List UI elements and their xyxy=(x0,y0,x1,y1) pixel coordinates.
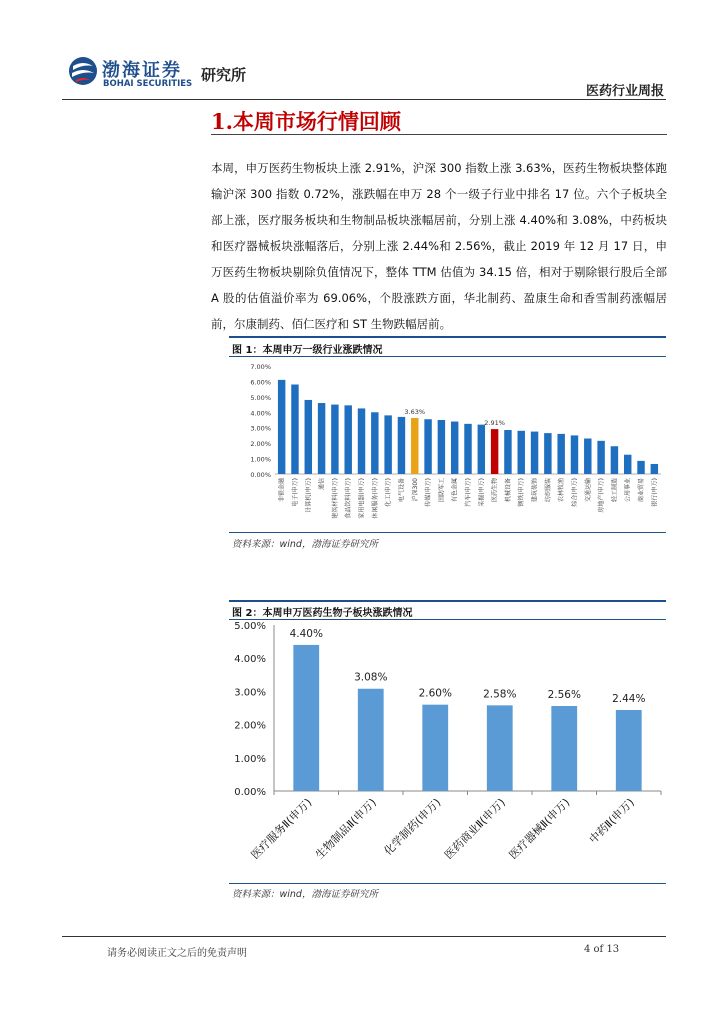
y-tick-label: 5.00% xyxy=(234,621,266,632)
bar-1 xyxy=(291,385,298,474)
footer-divider xyxy=(62,936,666,937)
bar-13 xyxy=(451,422,458,474)
figure1-title-rule xyxy=(229,356,666,357)
y-tick-label: 5.00% xyxy=(250,393,271,402)
figure2-top-rule xyxy=(229,600,666,602)
x-tick-label: 医疗服务Ⅱ(申万) xyxy=(248,795,315,862)
y-tick-label: 4.00% xyxy=(250,409,271,418)
bar-26 xyxy=(624,455,631,474)
bar-20 xyxy=(544,433,551,474)
section-title-underline xyxy=(211,134,667,135)
company-logo xyxy=(68,54,258,94)
x-tick-label: 医药商业Ⅱ(申万) xyxy=(442,795,508,862)
bar-3 xyxy=(318,403,325,474)
bar-7 xyxy=(371,412,378,474)
y-tick-label: 1.00% xyxy=(234,753,266,765)
bar-22 xyxy=(571,435,578,474)
bar-8 xyxy=(384,415,391,474)
bar-15 xyxy=(478,425,485,474)
y-tick-label: 3.00% xyxy=(234,687,266,699)
x-tick-label: 医药生物 xyxy=(491,478,499,503)
y-tick-label: 4.00% xyxy=(234,654,266,666)
bar-4 xyxy=(551,706,577,791)
data-label: 2.91% xyxy=(484,419,505,428)
y-tick-label: 3.00% xyxy=(250,424,271,433)
x-tick-label: 医疗器械Ⅱ(申万) xyxy=(506,795,573,862)
bar-0 xyxy=(293,645,319,791)
data-label: 2.58% xyxy=(483,688,517,701)
figure1-title: 图 1：本周申万一级行业涨跌情况 xyxy=(232,345,383,356)
x-tick-label: 商业贸易 xyxy=(638,478,646,503)
x-tick-label: 食品饮料(申万) xyxy=(345,478,353,519)
x-tick-label: 家用电器(申万) xyxy=(358,478,366,519)
bar-12 xyxy=(438,420,445,474)
x-tick-label: 综合(申万) xyxy=(571,478,579,507)
market-review-paragraph: 本周，申万医药生物板块上涨 2.91%，沪深 300 指数上涨 3.63%，医药生物板块整体跑输沪深 300 指数 0.72%，涨跌幅在申万 28 个一级子行业中排名 17 位。六个子板块全部上涨，医疗服务板块和生物制品板块涨幅居前，分别上涨 4.40%和 3.08%，中药板块和医疗器械板块涨幅落后，分别上涨 2.44%和 2.56%，截止 2019 年 12 月 17 日，申万医药生物板块剔除负值情况下，整体 TTM 估值为 34.15 倍，相对于剔除银行股后全部 A 股的估值溢价率为 69.06%，个股涨跌方面，华北制药、盈康生命和香雪制药涨幅居前，尔康制药、佰仁医疗和 ST 生物跌幅居前。 xyxy=(211,161,667,331)
x-tick-label: 轻工制造 xyxy=(611,478,619,503)
bar-27 xyxy=(637,461,644,474)
x-tick-label: 机械设备 xyxy=(504,478,512,503)
figure2-source: 资料来源：wind，渤海证券研究所 xyxy=(232,889,378,900)
bar-25 xyxy=(611,446,618,474)
bar-6 xyxy=(358,408,365,474)
bar-14 xyxy=(464,424,471,474)
bar-18 xyxy=(518,431,525,474)
bar-21 xyxy=(557,434,564,474)
bar-10 xyxy=(411,418,418,474)
y-tick-label: 0.00% xyxy=(250,471,271,479)
x-tick-label: 公用事业 xyxy=(624,478,632,503)
disclaimer-note: 请务必阅读正文之后的免责声明 xyxy=(107,948,247,959)
bar-2 xyxy=(422,705,448,791)
bar-4 xyxy=(331,405,338,474)
y-tick-label: 1.00% xyxy=(250,455,271,464)
x-tick-label: 传媒(申万) xyxy=(425,478,433,507)
data-label: 2.60% xyxy=(418,687,452,700)
bar-17 xyxy=(504,430,511,474)
y-tick-label: 6.00% xyxy=(250,378,271,387)
x-tick-label: 通信 xyxy=(318,478,326,491)
figure1-top-rule xyxy=(229,336,666,338)
y-tick-label: 2.00% xyxy=(234,720,266,732)
data-label: 2.56% xyxy=(547,689,581,702)
x-tick-label: 沪深300 xyxy=(411,478,419,502)
x-tick-label: 国防军工 xyxy=(438,478,446,503)
bar-2 xyxy=(305,400,312,474)
pharma-subsector-chart xyxy=(229,620,666,882)
data-label: 3.08% xyxy=(354,671,388,684)
data-label: 2.44% xyxy=(612,692,646,705)
x-tick-label: 非银金融 xyxy=(278,478,286,503)
x-tick-label: 交通运输 xyxy=(584,478,592,503)
institute-name: 研究所 xyxy=(201,66,247,84)
x-tick-label: 生物制品Ⅱ(申万) xyxy=(313,795,379,862)
industry-return-chart xyxy=(229,358,666,530)
x-tick-label: 建筑材料(申万) xyxy=(331,478,339,519)
bar-1 xyxy=(358,689,384,791)
y-tick-label: 2.00% xyxy=(250,440,271,449)
bar-0 xyxy=(278,380,285,474)
header-divider xyxy=(62,99,666,100)
x-tick-label: 农林牧渔 xyxy=(558,478,566,503)
x-tick-label: 纺织服装 xyxy=(544,478,552,503)
y-tick-label: 7.00% xyxy=(250,363,271,371)
bar-11 xyxy=(424,419,431,474)
x-tick-label: 休闲服务(申万) xyxy=(371,478,379,519)
x-tick-label: 钢铁(申万) xyxy=(518,478,526,507)
report-type: 医药行业周报 xyxy=(585,84,664,99)
x-tick-label: 银行(申万) xyxy=(651,478,659,507)
page-number: 4 of 13 xyxy=(584,944,620,955)
x-tick-label: 电子(申万) xyxy=(291,478,299,507)
bar-19 xyxy=(531,432,538,474)
logo-english-name: BOHAI SECURITIES xyxy=(103,79,193,89)
x-tick-label: 中药Ⅱ(申万) xyxy=(586,795,637,847)
figure1-source: 资料来源：wind，渤海证券研究所 xyxy=(232,539,378,550)
x-tick-label: 化学制药(申万) xyxy=(381,795,444,858)
data-label: 4.40% xyxy=(289,627,323,640)
figure2-bottom-rule xyxy=(229,883,666,884)
bohai-logo-icon xyxy=(68,54,98,88)
logo-chinese-name: 渤海证券 xyxy=(102,60,182,81)
figure2-title: 图 2：本周申万医药生物子板块涨跌情况 xyxy=(232,608,413,619)
data-label: 3.63% xyxy=(404,407,426,416)
x-tick-label: 计算机(申万) xyxy=(305,478,313,513)
bar-9 xyxy=(398,417,405,474)
x-tick-label: 化工(申万) xyxy=(385,478,393,507)
y-tick-label: 0.00% xyxy=(234,787,266,798)
x-tick-label: 采掘(申万) xyxy=(478,478,486,507)
x-tick-label: 房地产(申万) xyxy=(598,478,606,513)
bar-28 xyxy=(651,464,658,474)
figure1-bottom-rule xyxy=(229,532,666,533)
x-tick-label: 建筑装饰 xyxy=(531,478,539,503)
bar-5 xyxy=(344,405,351,474)
bar-24 xyxy=(597,441,604,474)
bar-23 xyxy=(584,439,591,474)
bar-5 xyxy=(616,710,642,791)
bar-16 xyxy=(491,429,498,474)
x-tick-label: 有色金属 xyxy=(451,478,459,503)
bar-3 xyxy=(487,705,513,791)
x-tick-label: 汽车(申万) xyxy=(465,478,472,507)
section-title: 1.本周市场行情回顾 xyxy=(211,109,401,134)
x-tick-label: 电气设备 xyxy=(398,478,406,503)
